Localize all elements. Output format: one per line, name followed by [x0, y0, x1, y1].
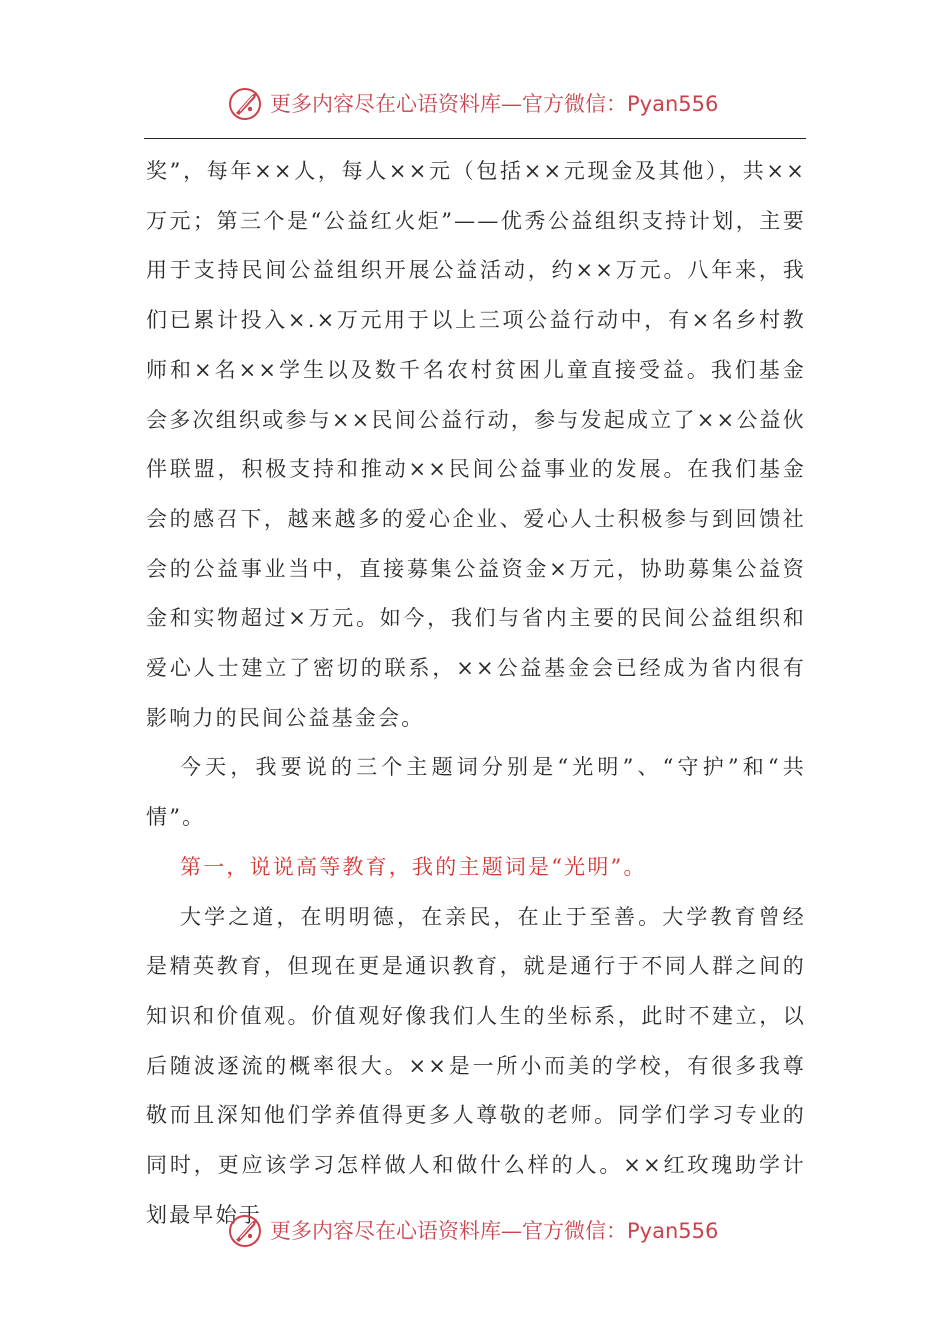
paragraph-theme-words: 今天，我要说的三个主题词分别是“光明”、“守护”和“共情”。	[146, 755, 806, 830]
pen-nib-circle-icon	[226, 1210, 266, 1250]
banner-wechat-id: Pyan556	[627, 1219, 719, 1243]
header-banner	[226, 80, 746, 126]
footer-banner-text	[270, 1215, 718, 1245]
footer-banner	[226, 1207, 746, 1253]
section-heading-first: 第一，说说高等教育，我的主题词是“光明”。	[180, 854, 647, 879]
banner-label: 更多内容尽在心语资料库—官方微信：	[270, 92, 627, 116]
paragraph-university: 大学之道，在明明德，在亲民，在止于至善。大学教育曾经是精英教育，但现在更是通识教育，就是通行于不同人群之间的知识和价值观。价值观好像我们人生的坐标系，此时不建立，以后随波逐流的概率很大。××是一所小而美的学校，有很多我尊敬而且深知他们学养值得更多人尊敬的老师。同学们学习专业的同时，更应该学习怎样做人和做什么样的人。××红玫瑰助学计划最早始于	[146, 904, 806, 1227]
header-banner-text	[270, 88, 718, 118]
document-body	[146, 147, 806, 1240]
pen-nib-circle-icon	[226, 83, 266, 123]
banner-wechat-id: Pyan556	[627, 92, 719, 116]
banner-label: 更多内容尽在心语资料库—官方微信：	[270, 1219, 627, 1243]
paragraph-continued: 奖”，每年××人，每人××元（包括××元现金及其他），共××万元；第三个是“公益红火炬”——优秀公益组织支持计划，主要用于支持民间公益组织开展公益活动，约××万元。八年来，我们已累计投入×.×万元用于以上三项公益行动中，有×名乡村教师和×名××学生以及数千名农村贫困儿童直接受益。我们基金会多次组织或参与××民间公益行动，参与发起成立了××公益伙伴联盟，积极支持和推动××民间公益事业的发展。在我们基金会的感召下，越来越多的爱心企业、爱心人士积极参与到回馈社会的公益事业当中，直接募集公益资金×万元，协助募集公益资金和实物超过×万元。如今，我们与省内主要的民间公益组织和爱心人士建立了密切的联系，××公益基金会已经成为省内很有影响力的民间公益基金会。	[146, 159, 806, 730]
header-divider	[144, 138, 806, 139]
